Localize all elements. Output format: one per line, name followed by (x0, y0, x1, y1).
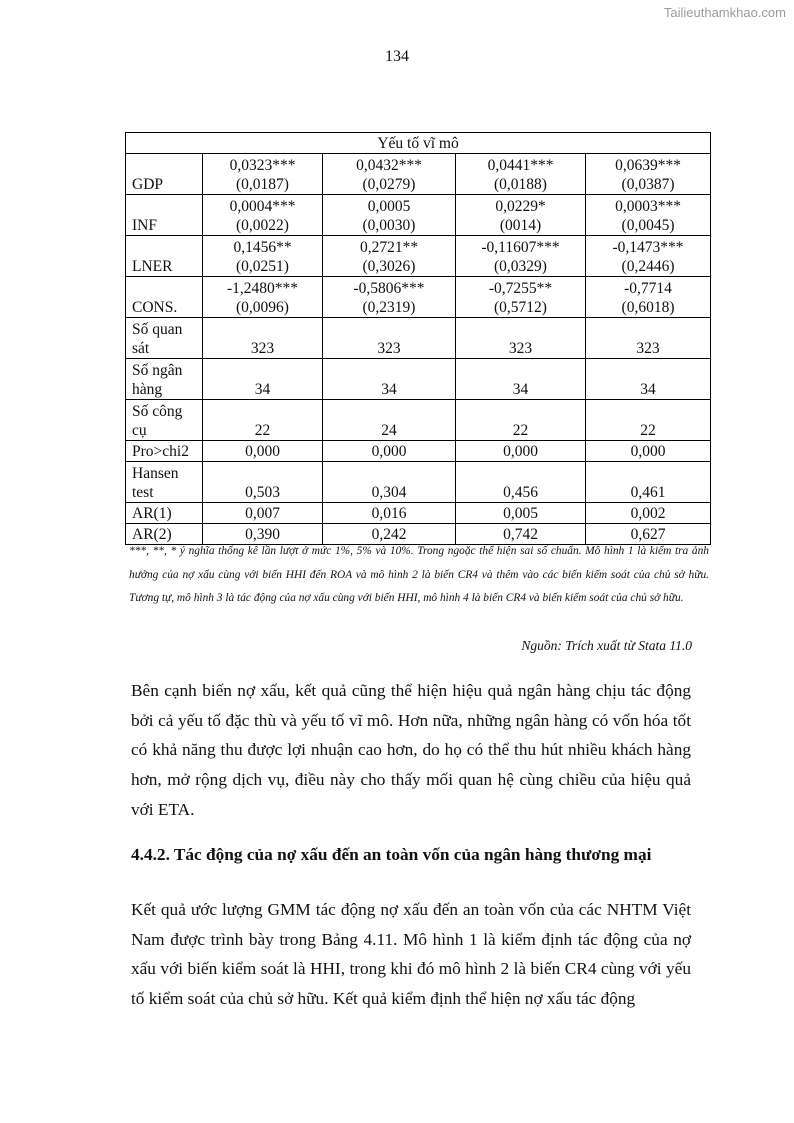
row-label: INF (126, 195, 203, 236)
table-row (126, 441, 711, 462)
table-cell: 0,007 (203, 503, 323, 524)
table-cell: 0,000 (203, 441, 323, 462)
table-row (126, 195, 711, 236)
table-cell: 0,503 (203, 462, 323, 503)
table-cell: -0,5806*** (0,2319) (323, 277, 456, 318)
table-cell: 0,627 (586, 524, 711, 545)
table-cell: 0,456 (456, 462, 586, 503)
table-cell: 34 (203, 359, 323, 400)
table-row (126, 462, 711, 503)
table-notes: ***, **, * ý nghĩa thống kê lần lượt ở mức 1%, 5% và 10%. Trong ngoặc thể hiện sai số chuẩn. Mô hình 1 là kiểm tra ảnh hưởng của nợ xấu cùng với biến HHI đến ROA và mô hình 2 là biến CR4 và thêm vào các biến kiểm soát của chủ sở hữu. Tương tự, mô hình 3 là tác động của nợ xấu cùng với biến HHI, mô hình 4 là biến CR4 và biến kiểm soát của chủ sở hữu. (129, 545, 709, 604)
table-cell: 0,000 (586, 441, 711, 462)
table-row (126, 318, 711, 359)
row-label: GDP (126, 154, 203, 195)
row-label: AR(2) (126, 524, 203, 545)
table-cell: 0,242 (323, 524, 456, 545)
row-label: AR(1) (126, 503, 203, 524)
row-label: Số công cụ (126, 400, 203, 441)
table-cell: 0,304 (323, 462, 456, 503)
table-cell: 0,390 (203, 524, 323, 545)
table-cell: 0,0005 (0,0030) (323, 195, 456, 236)
table-cell: 34 (456, 359, 586, 400)
row-label: Số ngân hàng (126, 359, 203, 400)
table-cell: 323 (323, 318, 456, 359)
row-label: Hansen test (126, 462, 203, 503)
regression-table (125, 132, 711, 545)
row-label: Pro>chi2 (126, 441, 203, 462)
table-cell: -0,1473*** (0,2446) (586, 236, 711, 277)
table-cell: 0,742 (456, 524, 586, 545)
table-cell: -0,11607*** (0,0329) (456, 236, 586, 277)
table-cell: 34 (586, 359, 711, 400)
table-cell: -1,2480*** (0,0096) (203, 277, 323, 318)
table-cell: 34 (323, 359, 456, 400)
table-cell: 24 (323, 400, 456, 441)
table-cell: 0,1456** (0,0251) (203, 236, 323, 277)
table-cell: 0,000 (323, 441, 456, 462)
table-cell: 0,461 (586, 462, 711, 503)
table-cell: 22 (586, 400, 711, 441)
table-source: Nguồn: Trích xuất từ Stata 11.0 (521, 638, 692, 653)
table-row (126, 400, 711, 441)
section-heading: 4.4.2. Tác động của nợ xấu đến an toàn vốn của ngân hàng thương mại (131, 845, 652, 864)
body-paragraph: Bên cạnh biến nợ xấu, kết quả cũng thể hiện hiệu quả ngân hàng chịu tác động bởi cả yếu tố đặc thù và yếu tố vĩ mô. Hơn nữa, những ngân hàng có vốn hóa tốt có khả năng thu được lợi nhuận cao hơn, do họ có thể thu hút nhiều khách hàng hơn, mở rộng dịch vụ, điều này cho thấy mối quan hệ cùng chiều của hiệu quả với ETA. (131, 681, 691, 819)
table-cell: 22 (456, 400, 586, 441)
table-cell: 0,2721** (0,3026) (323, 236, 456, 277)
row-label: LNER (126, 236, 203, 277)
table-cell: 0,0004*** (0,0022) (203, 195, 323, 236)
body-paragraph: Kết quả ước lượng GMM tác động nợ xấu đến an toàn vốn của các NHTM Việt Nam được trình bày trong Bảng 4.11. Mô hình 1 là kiểm định tác động của nợ xấu với biến kiểm soát là HHI, trong khi đó mô hình 2 là biến CR4 cùng với yếu tố kiểm soát của chủ sở hữu. Kết quả kiểm định thể hiện nợ xấu tác động (131, 900, 691, 1009)
table-cell: 0,000 (456, 441, 586, 462)
table-cell: 22 (203, 400, 323, 441)
table-cell: 0,0639*** (0,0387) (586, 154, 711, 195)
table-cell: 0,016 (323, 503, 456, 524)
page-number: 134 (385, 48, 409, 65)
table-header: Yếu tố vĩ mô (126, 133, 711, 154)
table-row (126, 236, 711, 277)
watermark: Tailieuthamkhao.com (663, 5, 786, 20)
row-label: Số quan sát (126, 318, 203, 359)
table-row (126, 359, 711, 400)
table-cell: 0,005 (456, 503, 586, 524)
table-row (126, 503, 711, 524)
table-cell: 0,0441*** (0,0188) (456, 154, 586, 195)
table-cell: 0,0229* (0014) (456, 195, 586, 236)
table-cell: 323 (586, 318, 711, 359)
table-cell: 0,0003*** (0,0045) (586, 195, 711, 236)
row-label: CONS. (126, 277, 203, 318)
table-cell: 0,0432*** (0,0279) (323, 154, 456, 195)
table-cell: 0,002 (586, 503, 711, 524)
table-cell: 0,0323*** (0,0187) (203, 154, 323, 195)
table-row (126, 277, 711, 318)
table-cell: -0,7255** (0,5712) (456, 277, 586, 318)
table-cell: -0,7714 (0,6018) (586, 277, 711, 318)
table-row (126, 154, 711, 195)
table-cell: 323 (203, 318, 323, 359)
table-cell: 323 (456, 318, 586, 359)
